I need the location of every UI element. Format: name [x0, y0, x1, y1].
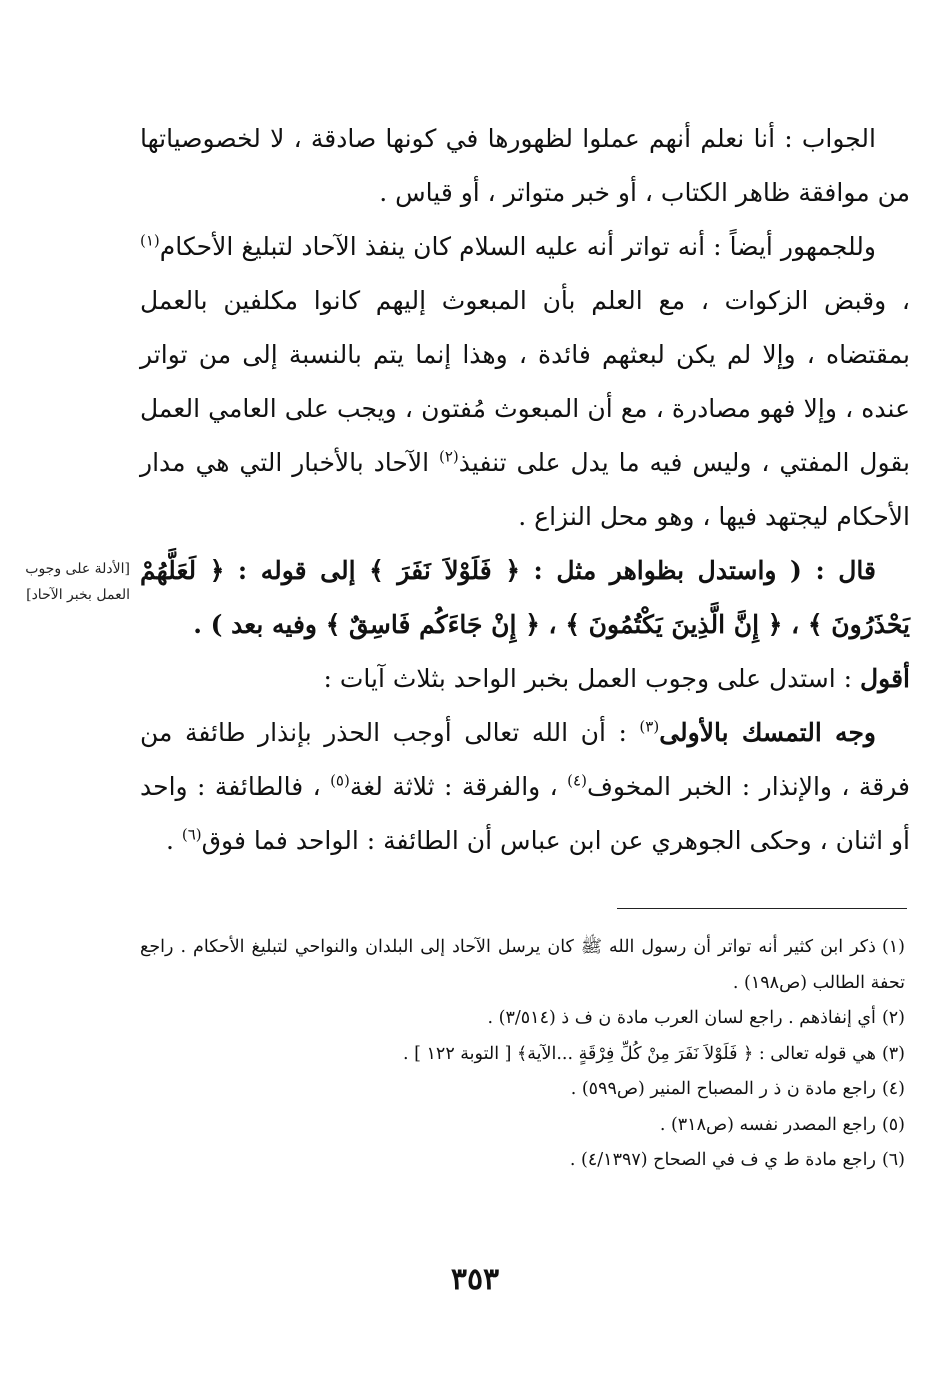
paragraph-wajh [140, 706, 910, 868]
footnote-item [140, 930, 905, 1001]
footnote-text: هي قوله تعالى : ﴿ فَلَوْلاَ نَفَرَ مِنْ كُلِّ فِرْقَةٍ ...الآية﴾ [ التوبة ١٢٢ ] . [403, 1043, 876, 1064]
qal-label: قال : [801, 556, 876, 585]
footnote-ref: (٥) [330, 771, 350, 790]
paragraph-answer: الجواب : أنا نعلم أنهم عملوا لظهورها في كونها صادقة ، لا لخصوصياتها من موافقة ظاهر الكتاب ، أو خبر متواتر ، أو قياس . [140, 124, 910, 207]
footnote-number: (٤) [881, 1079, 905, 1099]
footnote-item [140, 1108, 905, 1144]
wajh-label: وجه التمسك بالأولى [659, 718, 876, 747]
paragraph-majority [140, 220, 910, 544]
footnote-number: (٦) [881, 1150, 905, 1170]
footnote-number: (١) [881, 937, 905, 957]
footnote-item [140, 1072, 905, 1108]
footnote-item [140, 1143, 905, 1179]
footnote-divider [617, 908, 907, 909]
paragraph-text: وللجمهور أيضاً : أنه تواتر أنه عليه السلام كان ينفذ الآحاد لتبليغ الأحكام [159, 232, 876, 261]
paragraph-text: : أن الله تعالى أوجب الحذر بإنذار طائفة من فرقة ، والإنذار : الخبر المخوف [140, 718, 910, 801]
footnotes [140, 930, 905, 1179]
paragraph-text: ، وقبض الزكوات ، مع العلم بأن المبعوث إليهم كانوا مكلفين بالعمل بمقتضاه ، وإلا لم يكن لبعثهم فائدة ، وهذا إنما يتم بالنسبة إلى من تواتر عنده ، وإلا فهو مصادرة ، مع أن المبعوث مُفتون ، ويجب على العامي العمل بقول المفتي ، وليس فيه ما يدل على تنفيذ [140, 286, 910, 477]
main-text [140, 112, 910, 868]
margin-note: [الأدلة على وجوب العمل بخبر الآحاد] [25, 561, 130, 603]
footnote-text: ذكر ابن كثير أنه تواتر أن رسول الله ﷺ كان يرسل الآحاد إلى البلدان والنواحي لتبليغ الأحكام . راجع تحفة الطالب (ص١٩٨) . [140, 937, 905, 993]
qal-text: ( واستدل بظواهر مثل : ﴿ فَلَوْلاَ نَفَرَ ﴾ إلى قوله : ﴿ لَعَلَّهُمْ يَحْذَرُونَ ﴾ ، ﴿ إِنَّ الَّذِينَ يَكْتُمُونَ ﴾ ، ﴿ إِنْ جَاءَكُم فَاسِقٌ ﴾ وفيه بعد ) . [140, 556, 910, 639]
paragraph-text: ، والفرقة : ثلاثة لغة [349, 772, 568, 801]
footnote-item [140, 1001, 905, 1037]
paragraph-qal [140, 544, 910, 652]
footnote-text: راجع المصدر نفسه (ص٣١٨) . [659, 1114, 876, 1135]
paragraph-text: . [165, 826, 182, 855]
page-number: ٣٥٣ [450, 1262, 500, 1297]
footnote-ref: (٣) [639, 717, 660, 736]
footnote-text: راجع مادة ط ي ف في الصحاح (٤/١٣٩٧) . [569, 1150, 876, 1170]
footnote-ref: (٤) [567, 771, 587, 790]
footnote-number: (٣) [881, 1043, 905, 1064]
paragraph-text: ، فالطائفة : واحد أو اثنان ، وحكى الجوهري عن ابن عباس أن الطائفة : الواحد فما فوق [140, 772, 910, 855]
footnote-ref: (٦) [181, 825, 202, 844]
footnote-ref: (٢) [439, 447, 459, 466]
footnote-ref: (١) [140, 231, 160, 250]
footnote-text: أي إنفاذهم . راجع لسان العرب مادة ن ف ذ (٣/٥١٤) . [487, 1008, 876, 1028]
paragraph-text: الآحاد بالأخبار التي هي مدار الأحكام ليجتهد فيها ، وهو محل النزاع . [140, 448, 910, 531]
footnote-number: (٥) [881, 1114, 905, 1135]
footnote-number: (٢) [881, 1008, 905, 1028]
footnote-text: راجع مادة ن ذ ر المصباح المنير (ص٥٩٩) . [570, 1079, 876, 1099]
paragraph-aqul [140, 652, 910, 706]
aqul-label: أقول [860, 664, 910, 693]
footnote-item [140, 1037, 905, 1073]
aqul-text: : استدل على وجوب العمل بخبر الواحد بثلاث آيات : [323, 664, 861, 693]
